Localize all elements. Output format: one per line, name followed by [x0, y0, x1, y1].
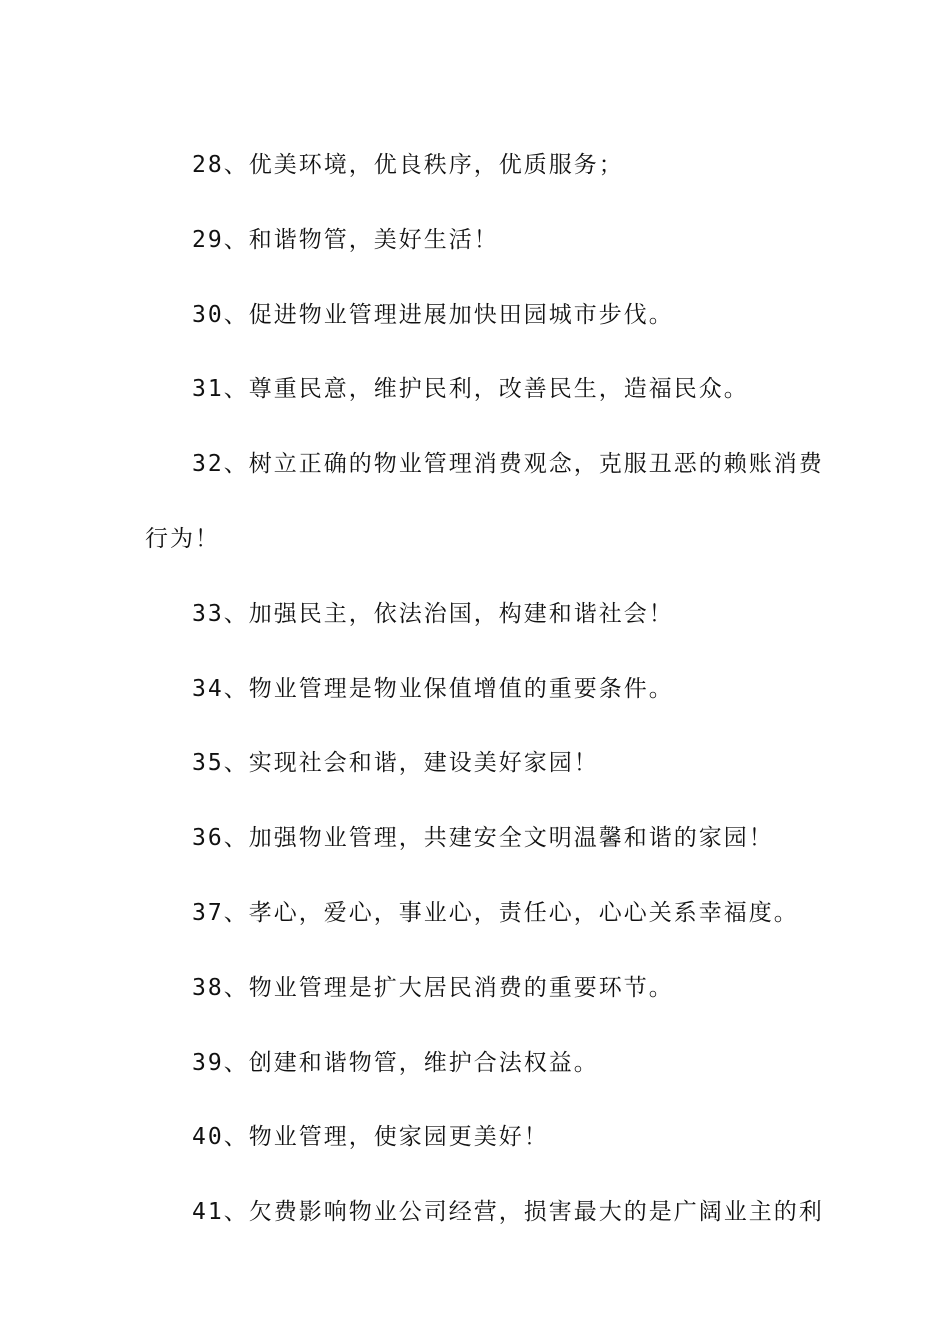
text-line-38: 38、物业管理是扩大居民消费的重要环节。: [192, 974, 674, 1001]
text-line-33: 33、加强民主，依法治国，构建和谐社会！: [192, 600, 674, 627]
text-line-37: 37、孝心，爱心，事业心，责任心，心心关系幸福度。: [192, 899, 799, 926]
text-line-34: 34、物业管理是物业保值增值的重要条件。: [192, 675, 674, 702]
text-line-31: 31、尊重民意，维护民利，改善民生，造福民众。: [192, 376, 749, 403]
text-line-41: 41、欠费影响物业公司经营，损害最大的是广阔业主的利: [192, 1199, 824, 1226]
text-line-32-continued: 行为！: [145, 525, 220, 552]
text-line-39: 39、创建和谐物管，维护合法权益。: [192, 1049, 599, 1076]
text-line-40: 40、物业管理，使家园更美好！: [192, 1124, 549, 1151]
text-line-32: 32、树立正确的物业管理消费观念，克服丑恶的赖账消费: [192, 451, 824, 478]
text-line-36: 36、加强物业管理，共建安全文明温馨和谐的家园！: [192, 825, 774, 852]
document-body: [145, 128, 824, 1250]
text-line-29: 29、和谐物管，美好生活！: [192, 226, 499, 253]
text-line-35: 35、实现社会和谐，建设美好家园！: [192, 750, 599, 777]
text-line-28: 28、优美环境，优良秩序，优质服务；: [192, 152, 624, 178]
text-line-30: 30、促进物业管理进展加快田园城市步伐。: [192, 301, 674, 328]
